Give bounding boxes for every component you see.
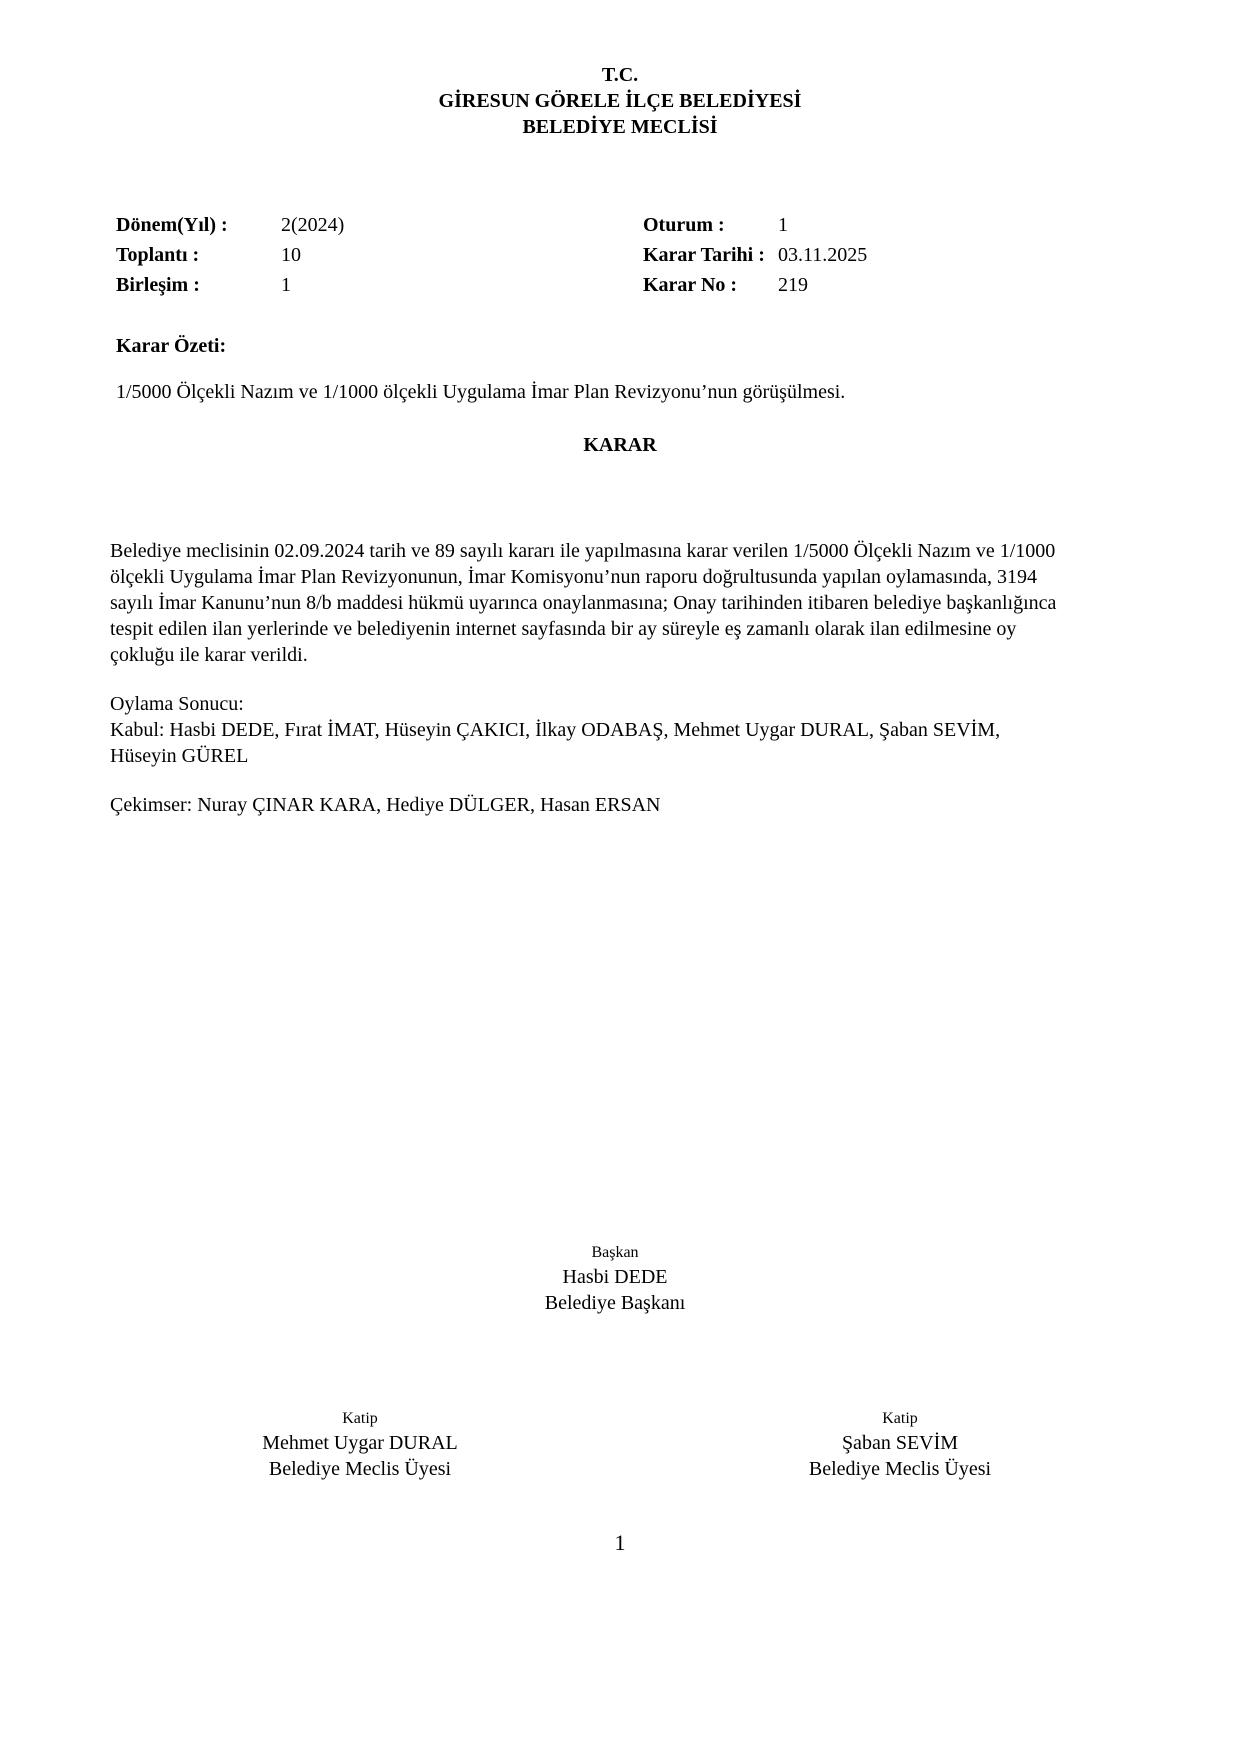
- header-municipality: GİRESUN GÖRELE İLÇE BELEDİYESİ: [438, 90, 802, 112]
- karar-tarihi-label: Karar Tarihi :: [643, 244, 765, 266]
- oturum-label: Oturum :: [643, 214, 725, 236]
- oturum-value: 1: [778, 214, 788, 236]
- katip-left-role: Katip: [342, 1410, 378, 1427]
- baskan-name: Hasbi DEDE: [562, 1266, 668, 1288]
- katip-right-role: Katip: [882, 1410, 918, 1427]
- baskan-signature: [515, 1242, 715, 1316]
- decision-title: KARAR: [583, 434, 657, 456]
- katip-left-title: Belediye Meclis Üyesi: [268, 1458, 452, 1480]
- vote-block: [110, 691, 1000, 769]
- birlesim-label: Birleşim :: [116, 274, 200, 296]
- kabul-line: Hüseyin GÜREL: [110, 745, 249, 767]
- katip-left-signature: [210, 1408, 510, 1482]
- header-council: BELEDİYE MECLİSİ: [522, 116, 718, 138]
- birlesim-value: 1: [281, 274, 291, 296]
- toplanti-value: 10: [281, 244, 301, 266]
- header-line-tc: T.C.: [601, 64, 639, 86]
- summary-text: 1/5000 Ölçekli Nazım ve 1/1000 ölçekli Uygulama İmar Plan Revizyonu’nun görüşülmesi.: [116, 381, 846, 403]
- katip-right-title: Belediye Meclis Üyesi: [808, 1458, 992, 1480]
- baskan-role: Başkan: [591, 1244, 639, 1261]
- decision-line: sayılı İmar Kanunu’nun 8/b maddesi hükmü uyarınca onaylanmasına; Onay tarihinden itibaren belediye başkanlığınca: [110, 592, 1057, 614]
- karar-no-value: 219: [778, 274, 808, 296]
- vote-label: Oylama Sonucu:: [110, 693, 244, 715]
- decision-line: Belediye meclisinin 02.09.2024 tarih ve 89 sayılı kararı ile yapılmasına karar verilen 1/5000 Ölçekli Nazım ve 1/1000: [110, 540, 1056, 562]
- decision-line: tespit edilen ilan yerlerinde ve belediyenin internet sayfasında bir ay süreyle eş zamanlı olarak ilan edilmesine oy: [110, 618, 1017, 640]
- summary-label: Karar Özeti:: [116, 335, 227, 357]
- page-number: 1: [614, 1530, 626, 1555]
- cekimser-line: Çekimser: Nuray ÇINAR KARA, Hediye DÜLGER, Hasan ERSAN: [110, 794, 661, 816]
- baskan-title: Belediye Başkanı: [544, 1292, 686, 1314]
- decision-paragraph: [110, 538, 1056, 668]
- kabul-line: Kabul: Hasbi DEDE, Fırat İMAT, Hüseyin ÇAKICI, İlkay ODABAŞ, Mehmet Uygar DURAL, Şaban SEVİM,: [110, 719, 1001, 741]
- decision-line: ölçekli Uygulama İmar Plan Revizyonunun, İmar Komisyonu’nun raporu doğrultusunda yapılan oylamasında, 3194: [110, 566, 1038, 588]
- karar-no-label: Karar No :: [643, 274, 738, 296]
- katip-left-name: Mehmet Uygar DURAL: [262, 1432, 458, 1454]
- katip-right-name: Şaban SEVİM: [841, 1432, 959, 1454]
- donem-value: 2(2024): [281, 214, 345, 236]
- karar-tarihi-value: 03.11.2025: [778, 244, 868, 266]
- katip-right-signature: [750, 1408, 1050, 1482]
- decision-line: çokluğu ile karar verildi.: [110, 644, 308, 666]
- toplanti-label: Toplantı :: [116, 244, 200, 266]
- donem-label: Dönem(Yıl) :: [116, 214, 228, 236]
